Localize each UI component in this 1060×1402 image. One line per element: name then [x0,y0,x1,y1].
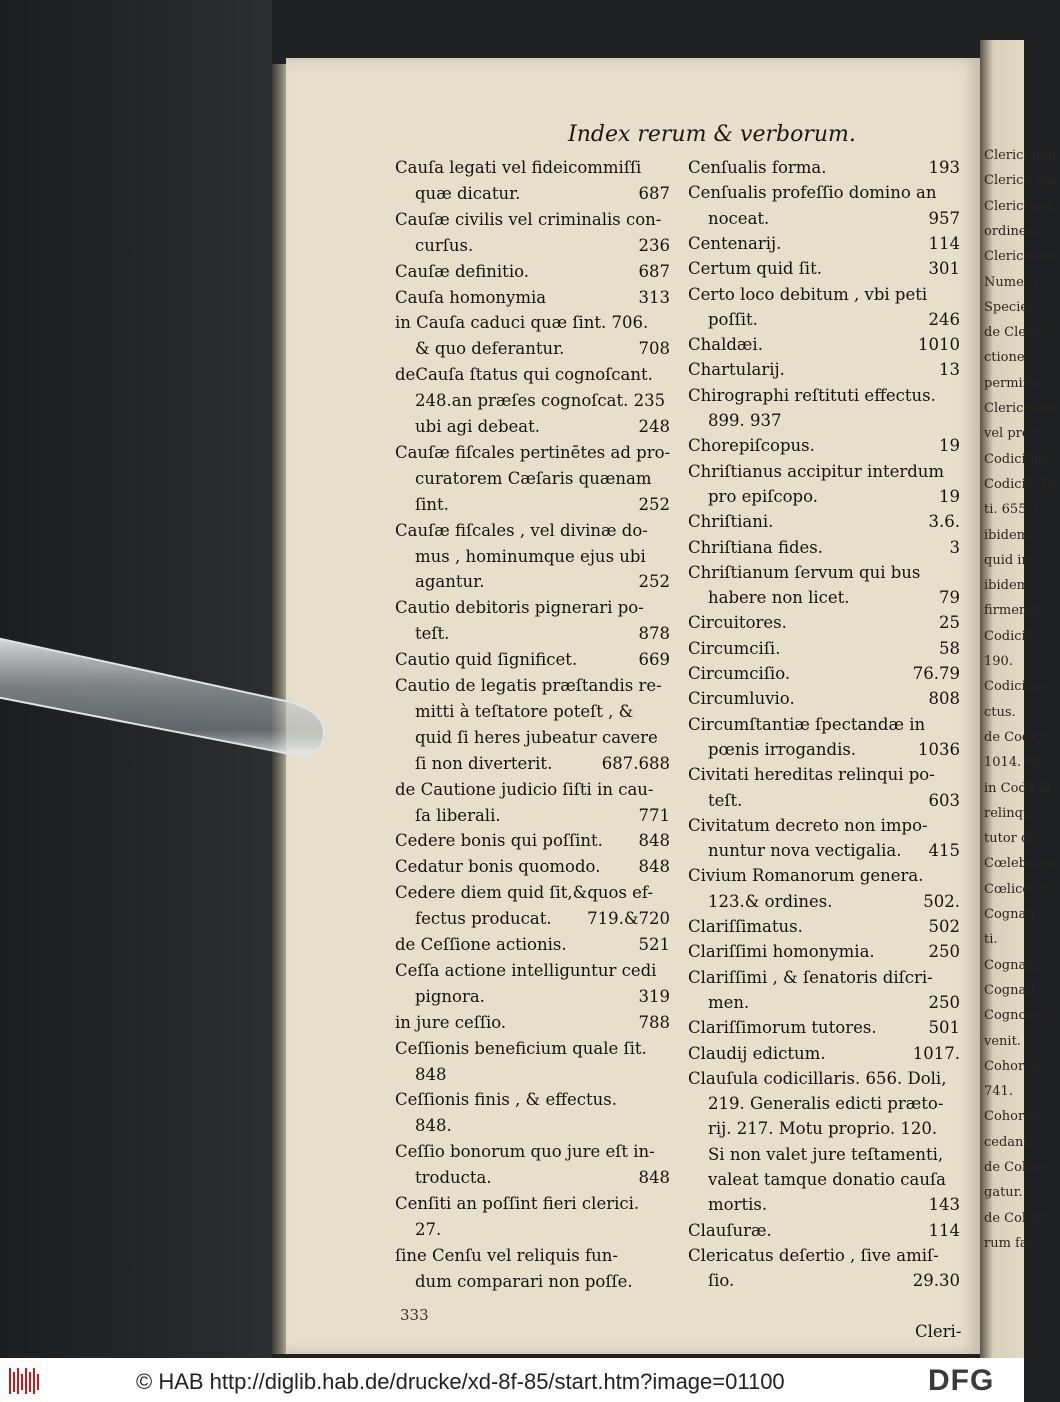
entry-text: mus , hominumque ejus ubi [415,546,646,566]
adjacent-page-fragment: Cœlebs qu [984,856,1055,872]
entry-text: rij. 217. Motu proprio. 120. [708,1119,938,1139]
index-entry-line [688,664,960,686]
entry-page-number: 848 [638,857,670,877]
entry-text: Clariſſimatus. [688,917,803,936]
entry-text: Clericatus deſertio , ſive amiſ- [688,1245,939,1265]
entry-page-number: 687 [638,261,670,281]
index-entry-line [688,462,960,484]
index-entry-line [395,1090,670,1112]
entry-text: Ceſſa actione intelliguntur cedi [395,960,657,980]
entry-text: in jure ceſſio. [395,1012,507,1032]
entry-text: Circumluvio. [688,689,795,709]
entry-text: 27. [415,1219,442,1239]
index-entry-line [688,259,960,281]
entry-page-number: 250 [928,992,960,1012]
adjacent-page-fragment: cedant. [984,1134,1033,1150]
entry-page-number: 13 [939,360,960,380]
index-entry-line [395,857,670,879]
index-entry-line [395,676,670,698]
index-entry-line [395,1272,670,1294]
entry-page-number: 687 [638,183,670,203]
entry-text: Centenarij. [688,233,782,253]
signature-mark: 333 [400,1306,429,1324]
index-entry-line [688,740,960,762]
adjacent-page-fragment: de Clerico [984,325,1052,341]
adjacent-page-fragment: in Codicill [984,780,1051,796]
entry-text: 848 [415,1064,447,1084]
entry-text: mitti à teſtatore poteſt , & [415,701,634,721]
entry-text: de Cautione judicio ſiſti in cau- [395,779,654,799]
entry-text: pro epiſcopo. [708,486,818,506]
entry-text: Circumciſi. [688,638,781,658]
index-entry-line [688,841,960,863]
page-header: Index rerum & verborum. [568,122,856,147]
index-entry-line [395,288,670,310]
index-entry-line [688,335,960,357]
entry-page-number: 193 [928,158,960,177]
entry-text: mortis. [708,1195,768,1215]
entry-text: Ceſſio bonorum quo jure eſt in- [395,1142,655,1162]
index-entry-line [395,313,670,335]
entry-page-number: 3 [949,537,960,557]
entry-page-number: 848 [638,831,670,851]
adjacent-page-fragment: Cœlicolæ [984,881,1047,897]
entry-text: Ceſſionis beneficium quale ſit. [395,1038,647,1058]
index-entry-line [688,588,960,610]
entry-page-number: 236 [638,235,670,255]
index-entry-line [395,547,670,569]
index-entry-line [688,765,960,787]
index-entry-line [395,1246,670,1268]
entry-page-number: 29.30 [912,1271,960,1291]
index-entry-line [395,443,670,465]
entry-text: habere non licet. [708,588,850,608]
adjacent-page-fragment: Cognati j [984,907,1044,922]
entry-text: & quo deferantur. [415,339,565,359]
index-entry-line [688,183,960,205]
entry-text: 123.& ordines. [708,891,833,911]
entry-text: Cauſæ fiſcales , vel divinæ do- [395,520,648,540]
entry-text: quid ſi heres jubeatur cavere [415,727,658,747]
adjacent-page-fragment: 741. [984,1084,1013,1100]
entry-text: Certum quid ſit. [688,259,822,279]
index-entry-line [395,1039,670,1061]
adjacent-page-fragment: Species, [984,299,1039,315]
index-entry-line [688,512,960,534]
entry-page-number: 1017. [912,1043,960,1063]
entry-text: Cedatur bonis quomodo. [395,857,601,877]
entry-page-number: 669 [638,650,670,670]
entry-page-number: 687.688 [601,753,670,773]
index-entry-line [395,598,670,620]
entry-text: de Ceſſione actionis. [395,935,567,954]
entry-text: Chartularij. [688,360,785,380]
adjacent-page-fragment: de Cohor [984,1160,1045,1175]
adjacent-page-fragment: venit. [984,1033,1021,1049]
adjacent-page-fragment: Codicillor [984,679,1049,695]
index-entry-line [395,987,670,1009]
adjacent-page-fragment: firmentu [984,603,1041,619]
entry-text: pœnis irrogandis. [708,739,857,759]
entry-text: Chriſtianum ſervum qui bus [688,562,921,582]
entry-text: teſt. [708,790,743,810]
adjacent-page-fragment: relinqu [984,805,1032,821]
index-entry-line [688,715,960,737]
entry-text: Cedere bonis qui poſſint. [395,831,603,851]
hab-logo-icon [8,1366,42,1396]
entry-page-number: 143 [928,1195,960,1215]
entry-page-number: 808 [928,689,960,709]
entry-page-number: 771 [638,805,670,825]
entry-text: teſt. [415,624,450,644]
index-entry-line [395,702,670,724]
index-entry-line [395,521,670,543]
entry-text: curſus. [415,235,474,255]
adjacent-page-fragment: gatur. [984,1185,1023,1201]
index-entry-line [688,1018,960,1040]
entry-page-number: 521 [638,935,670,954]
entry-page-number: 252 [638,494,670,514]
entry-page-number: 788 [638,1012,670,1032]
adjacent-page-fragment: Cohortal [984,1058,1042,1074]
adjacent-page-fragment: Clericorun [984,249,1055,265]
adjacent-page-fragment: ctus. [984,704,1016,720]
index-entry-line [395,1142,670,1164]
index-entry-line [688,866,960,888]
entry-text: Chirographi reſtituti effectus. [688,385,936,405]
index-entry-line [688,563,960,585]
entry-text: Clauſula codicillaris. 656. Doli, [688,1068,947,1088]
index-entry-line [395,780,670,802]
entry-page-number: 313 [638,287,670,307]
index-entry-line [688,1221,960,1243]
entry-text: Cauſa homonymia [395,287,547,307]
adjacent-page-fragment: ti. 655. a [984,502,1043,518]
index-entry-line [395,1194,670,1216]
entry-text: 899. 937 [708,411,782,430]
index-entry-line [688,689,960,711]
adjacent-page-fragment: Clerico qui [984,173,1057,189]
adjacent-page-fragment: ibidem. [984,527,1034,543]
index-entry-line [688,816,960,838]
index-entry-line [688,968,960,990]
entry-text: nuntur nova vectigalia. [708,841,902,861]
entry-text: Ceſſionis finis , & effectus. [395,1090,617,1110]
entry-text: Si non valet jure teſtamenti, [708,1144,944,1164]
entry-text: Chriſtiana fides. [688,537,824,557]
adjacent-page-fragment: ibidem. [984,578,1034,594]
index-entry-line [395,262,670,284]
index-entry-line [688,487,960,509]
entry-page-number: 719.&720 [587,909,670,929]
adjacent-page-fragment: Cohortal [984,1109,1042,1125]
entry-text: Civium Romanorum genera. [688,866,924,886]
index-entry-line [395,1168,670,1190]
index-entry-line [688,436,960,458]
index-entry-line [688,993,960,1015]
index-entry-line [688,411,960,433]
entry-page-number: 501 [928,1018,960,1038]
entry-text: deCauſa ſtatus qui cognoſcant. [395,365,653,385]
index-entry-line [688,285,960,307]
adjacent-page-fragment: ordinent [984,223,1041,239]
index-entry-line [688,158,960,180]
adjacent-page-fragment: 190. [984,654,1013,669]
index-entry-line [688,1170,960,1192]
entry-text: Certo loco debitum , vbi peti [688,284,928,304]
adjacent-page-fragment: de Collati [984,1210,1048,1226]
entry-page-number: 250 [928,942,960,962]
adjacent-page-fragment: Codicillus. [984,451,1054,467]
entry-page-number: 415 [928,841,960,861]
entry-page-number: 246 [928,309,960,329]
entry-text: fectus producat. [415,909,552,929]
entry-text: ſa liberali. [415,805,501,825]
entry-page-number: 502 [928,917,960,936]
index-entry-line [395,391,670,413]
index-entry-line [395,417,670,439]
entry-text: Clauſuræ. [688,1220,772,1240]
entry-text: Cauſæ definitio. [395,261,529,281]
entry-page-number: 76.79 [912,664,960,683]
index-entry-line [395,495,670,517]
entry-text: Chaldæi. [688,335,763,355]
index-entry-line [688,1094,960,1116]
index-entry-line [395,909,670,931]
entry-page-number: 19 [939,436,960,456]
entry-text: Cautio de legatis præſtandis re- [395,676,662,695]
entry-text: Cauſæ civilis vel criminalis con- [395,209,662,229]
entry-page-number: 301 [928,259,960,279]
entry-text: pignora. [415,986,485,1006]
index-entry-line [395,210,670,232]
index-entry-line [688,1119,960,1141]
index-entry-line [395,831,670,853]
entry-text: men. [708,992,750,1012]
index-entry-line [395,158,670,180]
index-entry-line [688,791,960,813]
index-entry-line [688,639,960,661]
entry-text: noceat. [708,208,770,228]
entry-page-number: 878 [638,624,670,644]
entry-page-number: 319 [638,986,670,1006]
adjacent-page-fragment: Clericis cor [984,401,1060,416]
entry-text: Civitati hereditas relinqui po- [688,765,935,785]
index-entry-line [688,892,960,914]
index-entry-line [395,1013,670,1035]
index-entry-line [395,1065,670,1087]
entry-text: Chriſtianus accipitur interdum [688,461,945,481]
entry-text: Cedere diem quid ſit,&quos ef- [395,883,654,903]
entry-page-number: 19 [939,486,960,506]
index-entry-line [688,538,960,560]
entry-text: Cauſa legati vel fideicommiſſi [395,158,642,177]
entry-text: Cautio quid ſignificet. [395,650,578,670]
entry-text: dum comparari non poſſe. [415,1271,633,1291]
entry-page-number: 502. [923,891,960,911]
adjacent-page-fragment: 1014. Fal [984,755,1046,771]
index-entry-line [688,1044,960,1066]
entry-text: ubi agi debeat. [415,417,540,436]
entry-text: 248.an præſes cognoſcat. 235 [415,391,666,411]
index-entry-line [688,310,960,332]
adjacent-page-fragment: quid in [984,552,1030,568]
adjacent-page-fragment: rum fac [984,1235,1035,1251]
entry-text: troducta. [415,1168,492,1188]
entry-text: Cautio debitoris pignerari po- [395,598,644,618]
index-entry-line [688,209,960,231]
index-entry-line [395,650,670,672]
index-entry-line [395,806,670,828]
entry-page-number: 603 [928,790,960,810]
entry-page-number: 3.6. [928,512,960,532]
entry-text: Chorepiſcopus. [688,436,815,456]
glass-rod [0,620,340,760]
entry-page-number: 1010 [918,335,960,355]
index-entry-line [395,754,670,776]
index-entry-line [395,1220,670,1242]
entry-text: curatorem Cæſaris quænam [415,468,652,488]
index-entry-line [688,1069,960,1091]
entry-text: Circumciſio. [688,664,791,683]
entry-text: ſio. [708,1271,735,1291]
entry-text: poſſit. [708,309,758,329]
index-entry-line [395,339,670,361]
adjacent-page-fragment: Cognatio [984,957,1044,973]
entry-page-number: 114 [928,1220,960,1240]
adjacent-page-fragment: Codicilli [984,628,1039,644]
entry-text: Cauſæ fiſcales pertinētes ad pro- [395,442,671,462]
adjacent-page-fragment: Cognom [984,1008,1039,1024]
entry-page-number: 708 [638,339,670,359]
index-entry-line [395,236,670,258]
index-entry-line [688,917,960,939]
index-entry-line [395,469,670,491]
adjacent-page-fragment: Clerici hon [984,148,1057,163]
entry-text: 848. [415,1116,452,1136]
index-entry-line [688,360,960,382]
index-entry-line [395,624,670,646]
adjacent-page-fragment: Numeru [984,274,1039,290]
entry-text: Cenſiti an poſſint fieri clerici. [395,1194,640,1213]
entry-text: Circumſtantiæ ſpectandæ in [688,714,926,734]
entry-text: Clariſſimorum tutores. [688,1018,877,1038]
index-entry-line [688,613,960,635]
index-entry-line [688,942,960,964]
entry-page-number: 848 [638,1168,670,1188]
adjacent-page-fragment: de Codicil [984,729,1050,745]
index-entry-line [688,234,960,256]
index-entry-line [688,386,960,408]
entry-text: 219. Generalis edicti præto- [708,1094,944,1114]
entry-page-number: 252 [638,572,670,592]
index-entry-line [395,961,670,983]
dfg-logo: DFG [928,1364,995,1397]
entry-text: Clariſſimi , & ſenatoris diſcri- [688,967,933,987]
entry-text: valeat tamque donatio cauſa [708,1170,946,1189]
entry-text: Cenſualis forma. [688,158,827,177]
index-entry-line [395,1116,670,1138]
index-entry-line [395,728,670,750]
index-entry-line [688,1271,960,1293]
entry-text: ſint. [415,494,449,514]
adjacent-page-fragment: vel prob [984,426,1039,442]
entry-page-number: 1036 [918,739,960,759]
entry-text: Civitatum decreto non impo- [688,815,928,835]
index-entry-line [688,1145,960,1167]
entry-text: agantur. [415,572,485,592]
adjacent-page-fragment: permiſſis [984,375,1044,391]
adjacent-page-fragment: Clerici qui [984,198,1053,214]
copyright-text: © HAB http://diglib.hab.de/drucke/xd-8f-85/start.htm?image=01100 [136,1369,785,1394]
entry-page-number: 248 [638,417,670,436]
entry-page-number: 114 [928,233,960,253]
adjacent-page-fragment: ti. [984,932,998,948]
adjacent-page-fragment: ctione, 2 [984,350,1042,366]
entry-page-number: 58 [939,638,960,658]
entry-text: Circuitores. [688,613,787,633]
entry-text: ſine Cenſu vel reliquis fun- [395,1245,618,1265]
entry-text: Cenſualis profeſſio domino an [688,183,937,203]
index-entry-line [688,1195,960,1217]
entry-text: Clariſſimi homonymia. [688,942,875,962]
index-entry-line [395,572,670,594]
index-entry-line [395,184,670,206]
index-entry-line [688,1246,960,1268]
entry-page-number: 957 [928,208,960,228]
entry-page-number: 79 [939,588,960,608]
index-entry-line [395,883,670,905]
adjacent-page-fragment: tutor de [984,831,1038,847]
adjacent-page-fragment: Cognati [984,982,1036,998]
entry-text: quæ dicatur. [415,183,521,203]
catchword: Cleri- [915,1322,962,1341]
entry-text: in Cauſa caduci quæ ſint. 706. [395,313,649,333]
entry-text: Claudij edictum. [688,1043,826,1063]
index-entry-line [395,935,670,957]
entry-text: Chriſtiani. [688,512,774,532]
index-entry-line [395,365,670,387]
entry-page-number: 25 [939,613,960,633]
entry-text: ſi non diverterit. [415,753,553,773]
adjacent-page-fragment: Codicilli fu [984,476,1056,492]
adjacent-page [980,40,1060,1358]
